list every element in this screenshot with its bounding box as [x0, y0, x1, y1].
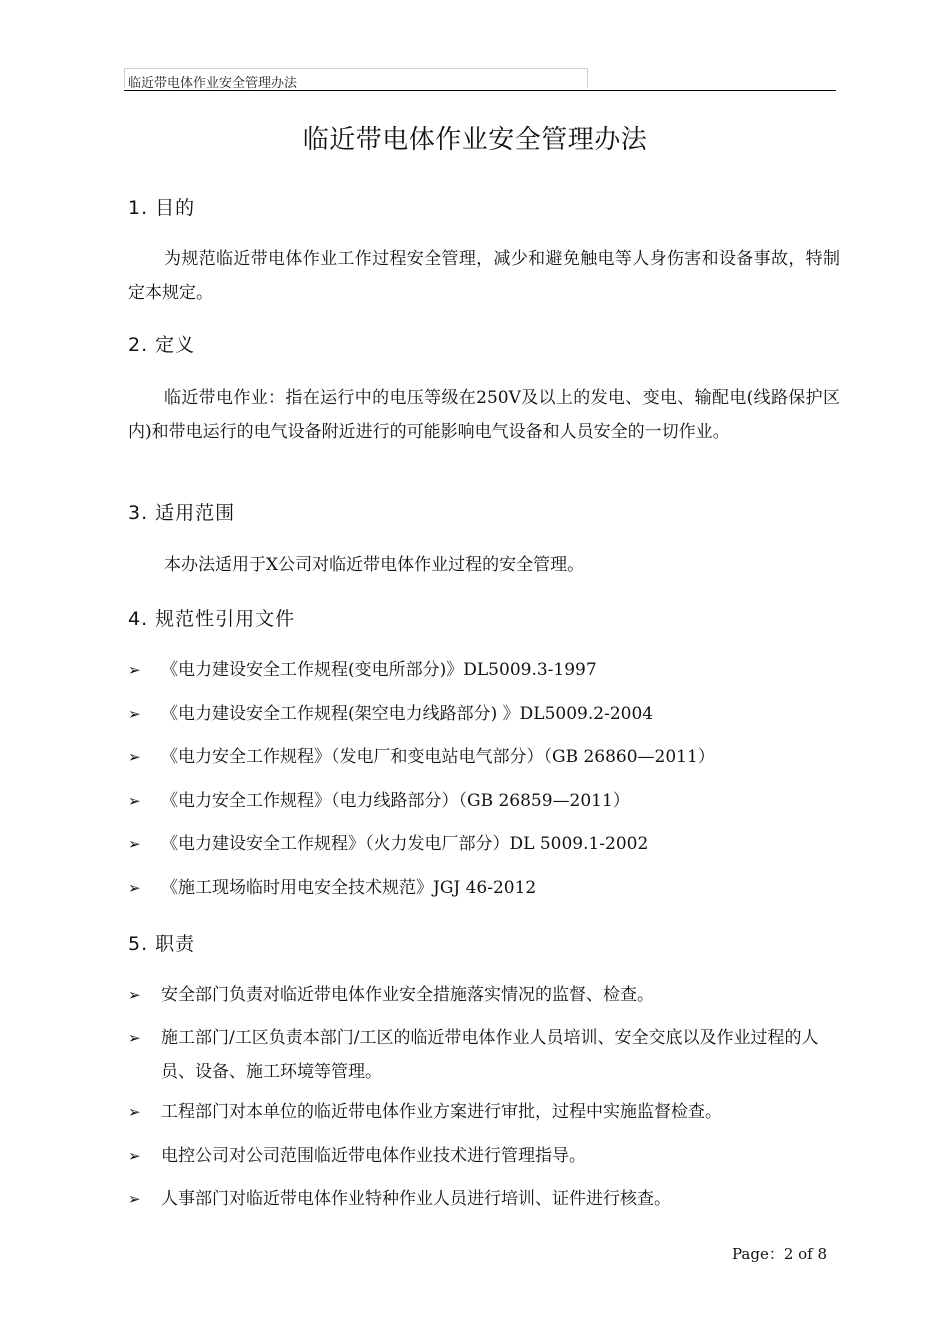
header-box — [124, 68, 588, 91]
bullet-arrow-icon: ➢ — [128, 835, 141, 853]
section-heading-duties: 5. 职责 — [128, 933, 196, 955]
bullet-arrow-icon: ➢ — [128, 1147, 141, 1165]
duty-text: 施工部门/工区负责本部门/工区的临近带电体作业人员培训、安全交底以及作业过程的人员、设备、施工环境等管理。 — [161, 1028, 819, 1082]
reference-text: 《电力建设安全工作规程》（火力发电厂部分）DL 5009.1-2002 — [161, 834, 649, 854]
bullet-arrow-icon: ➢ — [128, 748, 141, 766]
bullet-arrow-icon: ➢ — [128, 792, 141, 810]
page-number: Page：2 of 8 — [732, 1245, 828, 1263]
bullet-arrow-icon: ➢ — [128, 1029, 141, 1047]
duty-text: 人事部门对临近带电体作业特种作业人员进行培训、证件进行核查。 — [161, 1189, 671, 1209]
reference-text: 《施工现场临时用电安全技术规范》JGJ 46-2012 — [161, 878, 537, 898]
reference-text: 《电力建设安全工作规程(架空电力线路部分) 》DL5009.2-2004 — [161, 704, 654, 724]
header-text: 临近带电体作业安全管理办法 — [128, 76, 298, 91]
duty-item — [128, 978, 840, 1012]
duty-item — [128, 1182, 840, 1216]
section-heading-definition: 2. 定义 — [128, 334, 196, 356]
page-header — [124, 68, 836, 91]
duty-text: 安全部门负责对临近带电体作业安全措施落实情况的监督、检查。 — [161, 985, 654, 1005]
bullet-arrow-icon: ➢ — [128, 705, 141, 723]
bullet-arrow-icon: ➢ — [128, 661, 141, 679]
reference-text: 《电力安全工作规程》（电力线路部分）（GB 26859—2011） — [161, 791, 630, 811]
duty-item — [128, 1095, 840, 1129]
bullet-arrow-icon: ➢ — [128, 1103, 141, 1121]
reference-text: 《电力建设安全工作规程(变电所部分)》DL5009.3-1997 — [161, 660, 597, 680]
reference-item — [128, 871, 840, 905]
reference-item — [128, 653, 840, 687]
reference-item — [128, 827, 840, 861]
section-heading-purpose: 1. 目的 — [128, 197, 196, 219]
section-heading-scope: 3. 适用范围 — [128, 502, 236, 524]
reference-text: 《电力安全工作规程》（发电厂和变电站电气部分）（GB 26860—2011） — [161, 747, 715, 767]
reference-item — [128, 697, 840, 731]
duty-item — [128, 1021, 840, 1089]
document-title: 临近带电体作业安全管理办法 — [302, 125, 648, 155]
duty-text: 工程部门对本单位的临近带电体作业方案进行审批，过程中实施监督检查。 — [161, 1102, 722, 1122]
duty-text: 电控公司对公司范围临近带电体作业技术进行管理指导。 — [161, 1146, 586, 1166]
purpose-paragraph: 为规范临近带电体作业工作过程安全管理，减少和避免触电等人身伤害和设备事故，特制定本规定。 — [128, 249, 840, 303]
bullet-arrow-icon: ➢ — [128, 1190, 141, 1208]
reference-item — [128, 784, 840, 818]
bullet-arrow-icon: ➢ — [128, 986, 141, 1004]
duty-item — [128, 1139, 840, 1173]
bullet-arrow-icon: ➢ — [128, 879, 141, 897]
scope-paragraph: 本办法适用于X公司对临近带电体作业过程的安全管理。 — [164, 555, 585, 575]
section-heading-references: 4. 规范性引用文件 — [128, 608, 296, 630]
reference-item — [128, 740, 840, 774]
definition-paragraph: 临近带电作业：指在运行中的电压等级在250V及以上的发电、变电、输配电(线路保护区内)和带电运行的电气设备附近进行的可能影响电气设备和人员安全的一切作业。 — [128, 388, 840, 442]
